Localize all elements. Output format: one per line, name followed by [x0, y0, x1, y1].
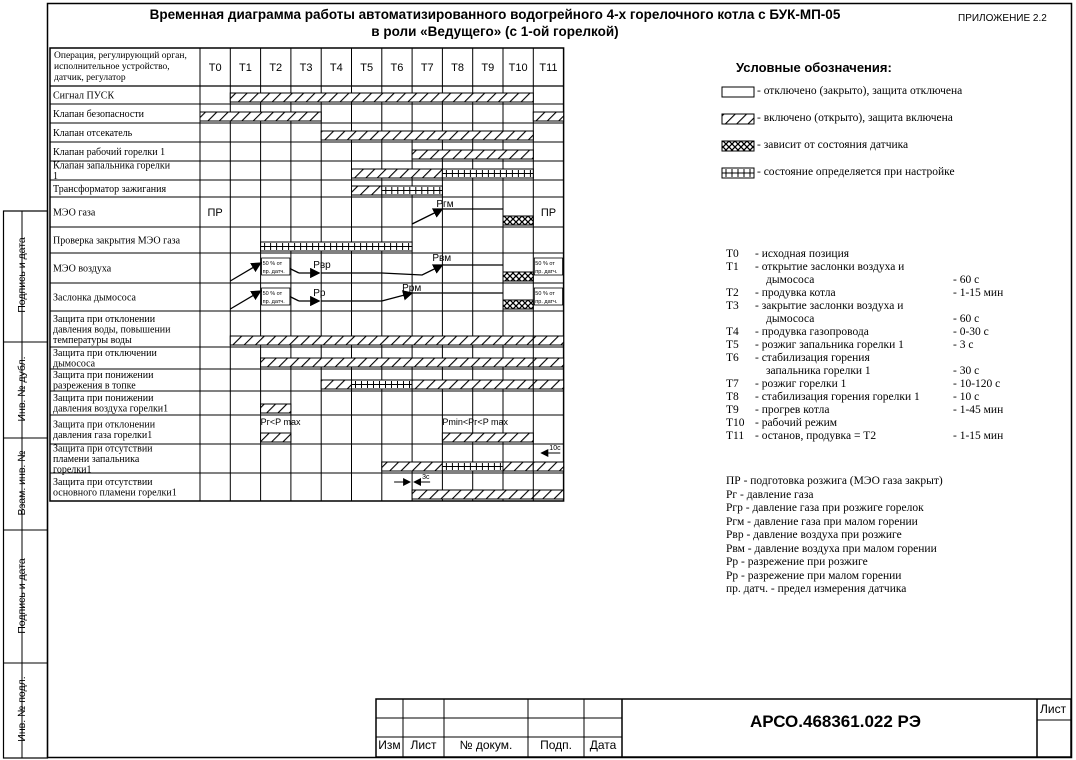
- row-label: Защита при отклонении давления воды, повышении температуры воды: [53, 313, 171, 346]
- legend-on-text: - включено (открыто), защита включена: [757, 112, 953, 124]
- definition-time: - 10 с: [953, 391, 980, 403]
- definition-text: - продувка котла: [755, 287, 836, 299]
- p-rm-label: Pрм: [402, 283, 422, 294]
- definition-text: - розжиг горелки 1: [755, 378, 847, 390]
- abbreviation-item: пр. датч. - предел измерения датчика: [726, 583, 907, 595]
- definition-time: - 3 с: [953, 339, 974, 351]
- definition-code: T1: [726, 261, 739, 273]
- side-label-dup-inv: Инв. № дубл.: [16, 356, 28, 422]
- timing-bar: [352, 169, 443, 178]
- column-header-t2: T2: [269, 62, 283, 74]
- p-gm-label: Pгм: [436, 199, 454, 210]
- pct-box-air-t11-line2: пр. датч.: [535, 269, 558, 275]
- row-label: Защита при отсутствии пламени запальника горелки1: [53, 443, 153, 476]
- row-label: Проверка закрытия МЭО газа: [53, 235, 181, 247]
- timing-bar: [412, 490, 533, 499]
- p-r-label: Pр: [313, 288, 326, 299]
- definition-code: T5: [726, 339, 739, 351]
- level-curve: [382, 293, 412, 301]
- timing-bar: [442, 433, 533, 442]
- definition-code: T0: [726, 248, 739, 260]
- timing-bar: [533, 358, 563, 367]
- definition-time: - 1-15 мин: [953, 430, 1004, 442]
- definition-text: - розжиг запальника горелки 1: [755, 339, 904, 351]
- column-header-t11: T11: [539, 62, 558, 74]
- row-label: Клапан безопасности: [53, 108, 145, 120]
- stamp-col-doc: № докум.: [459, 738, 513, 752]
- p-vm-label: Pвм: [432, 253, 452, 264]
- pct-box-air-line1: 50 % от: [262, 261, 283, 267]
- row-label: Трансформатор зажигания: [53, 183, 167, 195]
- stamp-col-date: Дата: [589, 738, 617, 752]
- row-label: МЭО газа: [53, 207, 96, 219]
- definition-code: T7: [726, 378, 739, 390]
- appendix-label: ПРИЛОЖЕНИЕ 2.2: [958, 13, 1047, 24]
- row-label: Клапан запальника горелки 1: [53, 160, 171, 182]
- stamp-col-sign: Подп.: [540, 738, 572, 752]
- row-label: Защита при понижении давления воздуха горелки1: [53, 393, 169, 415]
- column-header-t8: T8: [451, 62, 464, 74]
- timing-bar: [533, 462, 563, 471]
- title-line-2: в роли «Ведущего» (с 1-ой горелкой): [371, 24, 619, 39]
- legend-setting-text: - состояние определяется при настройке: [757, 166, 955, 178]
- definition-text: - стабилизация горения горелки 1: [755, 391, 920, 403]
- timing-bar: [261, 404, 291, 413]
- definition-text: - рабочий режим: [755, 417, 838, 429]
- timing-bar: [412, 150, 533, 159]
- definition-time: - 0-30 с: [953, 326, 989, 338]
- definition-code: T6: [726, 352, 739, 364]
- row-label: Защита при отсутствии основного пламени горелки1: [53, 477, 177, 499]
- legend-on-swatch: [722, 114, 754, 124]
- definition-text: - стабилизация горения: [755, 352, 870, 364]
- pct-box-damper-t11-line2: пр. датч.: [535, 299, 558, 305]
- row-label: Клапан отсекатель: [53, 127, 133, 139]
- legend-title: Условные обозначения:: [736, 60, 892, 75]
- definition-time: - 10-120 с: [953, 378, 1001, 390]
- p-vr-label: Pвр: [313, 260, 331, 271]
- stamp-col-list: Лист: [410, 738, 437, 752]
- stamp-col-izm: Изм: [378, 738, 401, 752]
- timing-bar: [533, 490, 563, 499]
- document-code: АРСО.468361.022 РЭ: [750, 712, 921, 731]
- definition-text: - исходная позиция: [755, 248, 850, 260]
- pr-label-t11: ПР: [540, 207, 557, 219]
- column-header-t9: T9: [481, 62, 495, 74]
- row-label: Заслонка дымососа: [53, 292, 136, 304]
- row-label: МЭО воздуха: [53, 263, 112, 275]
- definition-text: дымососа: [766, 313, 815, 325]
- definition-code: T2: [726, 287, 739, 299]
- abbreviation-item: ПР - подготовка розжига (МЭО газа закрыт): [726, 475, 943, 487]
- timing-bar: [503, 300, 533, 309]
- pct-box-air-t11-line1: 50 % от: [535, 261, 555, 267]
- row-label: Защита при отключении дымососа: [53, 348, 157, 370]
- definition-time: - 60 с: [953, 313, 980, 325]
- timing-table: [50, 48, 564, 501]
- pct-box-damper-line2: пр. датч.: [262, 299, 285, 305]
- timing-bar: [503, 216, 533, 225]
- timing-bar: [230, 93, 533, 102]
- timing-bar: [533, 336, 563, 345]
- definition-time: - 30 с: [953, 365, 980, 377]
- timing-bar: [321, 380, 351, 389]
- column-header-t3: T3: [299, 62, 313, 74]
- page-title: [130, 6, 860, 40]
- column-header-t4: T4: [329, 62, 343, 74]
- legend-sensor-swatch: [722, 141, 754, 151]
- title-line-1: Временная диаграмма работы автоматизированного водогрейного 4-х горелочного котла с БУК-МП-05: [149, 7, 841, 22]
- timing-bar: [503, 462, 533, 471]
- row-label: Защита при понижении разрежения в топке: [53, 370, 154, 392]
- abbreviation-item: Pг - давление газа: [726, 488, 814, 501]
- definition-text: дымососа: [766, 274, 815, 286]
- pct-box-damper-t11-line1: 50 % от: [535, 291, 555, 297]
- definition-code: T10: [726, 417, 745, 429]
- definition-code: T11: [726, 430, 745, 442]
- definition-text: - закрытие заслонки воздуха и: [755, 300, 904, 312]
- column-header-t7: T7: [420, 62, 434, 74]
- timing-bar: [200, 112, 321, 121]
- abbreviation-item: Pвм - давление воздуха при малом горении: [726, 542, 937, 555]
- pmin-pg-pmax-label: Pmin<Pг<P max: [442, 417, 509, 427]
- definition-time: - 60 с: [953, 274, 980, 286]
- side-label-sign-date-1: Подпись и дата: [16, 237, 28, 313]
- definition-text: - останов, продувка = T2: [755, 430, 877, 442]
- abbreviation-item: Pгм - давление газа при малом горении: [726, 515, 918, 528]
- column-header-t10: T10: [508, 62, 528, 74]
- row-label: Защита при отклонении давления газа горелки1: [53, 419, 156, 441]
- definition-time: - 1-15 мин: [953, 287, 1004, 299]
- definition-code: T4: [726, 326, 739, 338]
- definition-text: запальника горелки 1: [766, 365, 871, 377]
- timing-bar: [533, 112, 563, 121]
- pr-label-t0: ПР: [207, 207, 223, 219]
- timing-bar: [382, 462, 443, 471]
- abbreviation-item: Pвр - давление воздуха при розжиге: [726, 529, 902, 541]
- legend-off-swatch: [722, 87, 754, 97]
- timing-bar: [412, 380, 533, 389]
- t10c-label: 10с: [549, 445, 561, 452]
- column-header-t0: T0: [208, 62, 222, 74]
- abbreviation-item: Pр - разрежение при розжиге: [726, 556, 868, 568]
- timing-bar: [352, 186, 382, 195]
- column-header-t6: T6: [390, 62, 404, 74]
- header-first-cell: Операция, регулирующий орган, исполнительное устройство, датчик, регулатор: [54, 51, 187, 83]
- side-label-replace-inv: Взам. инв. №: [16, 450, 28, 516]
- level-curve: [412, 209, 442, 224]
- timing-bar: [503, 272, 533, 281]
- definition-code: T9: [726, 404, 739, 416]
- level-curve: [230, 263, 260, 281]
- side-label-sign-date-2: Подпись и дата: [16, 558, 28, 634]
- pct-box-damper-line1: 50 % от: [262, 291, 283, 297]
- timing-bar: [230, 336, 533, 345]
- definition-text: - открытие заслонки воздуха и: [755, 261, 905, 273]
- stamp-sheet-label: Лист: [1040, 702, 1067, 716]
- t3c-label: 3с: [422, 474, 430, 481]
- pct-box-air-line2: пр. датч.: [262, 269, 285, 275]
- column-header-t1: T1: [239, 62, 252, 74]
- definition-time: - 1-45 мин: [953, 404, 1004, 416]
- row-label: Клапан рабочий горелки 1: [53, 146, 166, 158]
- row-label: Сигнал ПУСК: [53, 90, 115, 102]
- abbreviation-item: Pгр - давление газа при розжиге горелок: [726, 502, 924, 514]
- timing-bar: [533, 380, 563, 389]
- abbreviation-item: Pр - разрежение при малом горении: [726, 569, 902, 582]
- legend-sensor-text: - зависит от состояния датчика: [757, 139, 909, 151]
- level-curve: [230, 291, 260, 309]
- definition-text: - прогрев котла: [755, 404, 830, 416]
- side-label-orig-inv: Инв. № подл.: [16, 676, 28, 742]
- definition-code: T3: [726, 300, 739, 312]
- timing-bar: [261, 358, 534, 367]
- definition-code: T8: [726, 391, 739, 403]
- column-header-t5: T5: [360, 62, 374, 74]
- pg-less-pmax-label: Pг<P max: [260, 417, 301, 427]
- definition-text: - продувка газопровода: [755, 326, 869, 338]
- legend-off-text: - отключено (закрыто), защита отключена: [757, 85, 963, 97]
- timing-bar: [321, 131, 533, 140]
- timing-bar: [261, 433, 291, 442]
